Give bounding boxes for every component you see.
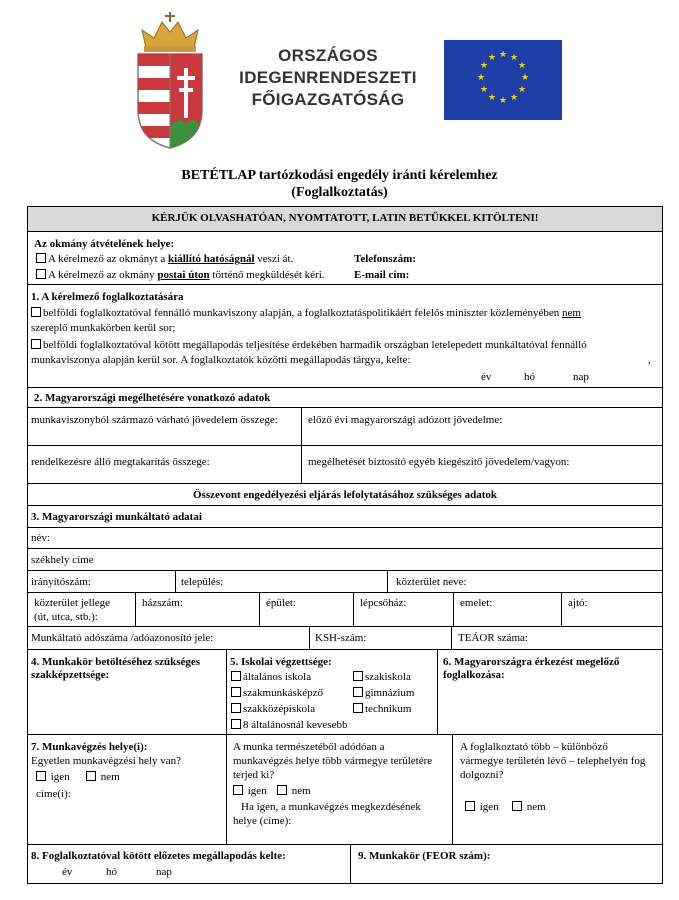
staircase-label: lépcsőház: <box>360 597 407 609</box>
section-2-row-1 <box>28 408 662 446</box>
expected-income-label: munkaviszonyból származó várható jövedelem összege: <box>31 414 278 426</box>
house-number-label: házszám: <box>142 597 183 609</box>
svg-text:★: ★ <box>479 85 489 95</box>
start-place-label-1: Ha igen, a munkavégzés megkezdésének <box>241 801 421 813</box>
checkbox-multi-county-yes[interactable] <box>233 785 243 795</box>
section-8-year: év <box>62 866 73 878</box>
combined-procedure-heading: Összevont engedélyezési eljárás lefolytatásához szükséges adatok <box>193 489 497 501</box>
door-label: ajtó: <box>568 597 588 609</box>
city-cell[interactable] <box>176 571 388 592</box>
street-type-cell[interactable] <box>28 593 136 626</box>
multi-county-question-1: A munka természetéből adódóan a <box>233 741 385 753</box>
section-5-cell <box>227 650 438 734</box>
edu-option-secondary-vocational[interactable]: szakközépiskola <box>231 703 315 715</box>
svg-text:★: ★ <box>520 73 530 83</box>
employer-name-row[interactable] <box>28 528 662 549</box>
notice-text: KÉRJÜK OLVASHATÓAN, NYOMTATOTT, LATIN BETŰKKEL KITÖLTENI! <box>151 212 539 224</box>
house-number-cell[interactable] <box>136 593 260 626</box>
city-label: település: <box>181 576 224 588</box>
sections-8-9-row <box>28 845 662 883</box>
checkbox-single-yes[interactable] <box>36 771 46 781</box>
receipt-heading: Az okmány átvételének helye: <box>34 238 175 250</box>
checkbox-technical[interactable] <box>353 703 363 713</box>
receipt-section <box>28 232 662 285</box>
form-title-line-2: (Foglalkoztatás) <box>291 185 388 200</box>
tax-number-cell[interactable] <box>28 627 310 649</box>
single-workplace-yes[interactable]: igen <box>36 771 70 783</box>
section-3-heading-row <box>28 506 662 528</box>
employer-name-label: név: <box>31 532 50 544</box>
savings-cell[interactable] <box>28 446 302 483</box>
multi-site-question-2: vármegye területén lévő – telephelyén fog <box>460 755 646 767</box>
section-1-option-a: belföldi foglalkoztatóval fennálló munkaviszony alapján, a foglalkoztatáspolitikáért felelős miniszter közleményében nem <box>31 307 581 319</box>
edu-option-vocational-school[interactable]: szakiskola <box>353 671 411 683</box>
section-1-day: nap <box>573 371 589 383</box>
other-income-label: megélhetését biztosító egyéb kiegészítő jövedelem/vagyon: <box>308 456 570 468</box>
svg-text:★: ★ <box>498 50 508 60</box>
multi-site-question-3: dolgozni? <box>460 769 504 781</box>
org-line-2: IDEGENRENDESZETI <box>239 68 417 87</box>
svg-text:★: ★ <box>487 53 497 63</box>
section-8-month: hó <box>106 866 117 878</box>
section-4-heading: 4. Munkakör betöltéséhez szükséges <box>31 656 201 668</box>
section-1-year: év <box>481 371 492 383</box>
checkbox-secondary-vocational[interactable] <box>231 703 241 713</box>
expected-income-cell[interactable] <box>28 408 302 445</box>
previous-income-label: előző évi magyarországi adózott jövedelme: <box>308 414 503 426</box>
section-1-option-b: belföldi foglalkoztatóval kötött megállapodás teljesítése érdekében harmadik országban letelepedett munkáltatóval fennálló <box>31 339 587 351</box>
section-1-comma: , <box>648 354 651 366</box>
ksh-number-cell[interactable] <box>310 627 452 649</box>
sections-4-5-6-row <box>28 650 662 735</box>
section-5-heading: 5. Iskolai végzettsége: <box>230 656 332 668</box>
employer-seat-row[interactable] <box>28 549 662 571</box>
checkbox-multi-site-yes[interactable] <box>465 801 475 811</box>
form-title-line-1: BETÉTLAP tartózkodási engedély iránti kérelemhez <box>181 168 498 183</box>
ksh-number-label: KSH-szám: <box>315 632 367 644</box>
multi-site-question-1: A foglalkoztató több – különböző <box>460 741 608 753</box>
edu-option-grammar-school[interactable]: gimnázium <box>353 687 415 699</box>
multi-county-question-3: terjed ki? <box>233 769 275 781</box>
multi-county-no[interactable]: nem <box>277 785 311 797</box>
checkbox-authority[interactable] <box>36 253 46 263</box>
postcode-cell[interactable] <box>28 571 176 592</box>
svg-text:★: ★ <box>498 96 508 106</box>
workplace-address-label: címe(i): <box>36 788 71 800</box>
tax-number-label: Munkáltató adószáma /adóazonosító jele: <box>31 632 214 644</box>
section-1-heading: 1. A kérelmező foglalkoztatására <box>31 291 184 303</box>
checkbox-multi-site-no[interactable] <box>512 801 522 811</box>
checkbox-primary-school[interactable] <box>231 671 241 681</box>
svg-text:★: ★ <box>509 53 519 63</box>
section-8-cell[interactable] <box>28 845 351 883</box>
section-8-day: nap <box>156 866 172 878</box>
multi-site-yes[interactable]: igen <box>465 801 499 813</box>
section-9-heading: 9. Munkakör (FEOR szám): <box>358 850 491 862</box>
application-form <box>27 206 663 884</box>
hungarian-coat-of-arms-icon <box>124 10 216 150</box>
combined-procedure-row <box>28 484 662 506</box>
teaor-label: TEÁOR száma: <box>458 632 528 644</box>
section-7-left-cell <box>28 735 227 844</box>
section-6-heading: 6. Magyarországra érkezést megelőző <box>443 656 620 668</box>
phone-label: Telefonszám: <box>354 253 416 265</box>
section-7-heading: 7. Munkavégzés helye(i): <box>31 741 148 753</box>
section-2-heading: 2. Magyarországi megélhetésére vonatkozó adatok <box>34 392 271 404</box>
checkbox-single-no[interactable] <box>86 771 96 781</box>
edu-option-less-than-8[interactable]: 8 általánosnál kevesebb <box>231 719 347 731</box>
section-1-month: hó <box>524 371 535 383</box>
checkbox-vocational-school[interactable] <box>353 671 363 681</box>
svg-text:★: ★ <box>517 61 527 71</box>
checkbox-less-than-8[interactable] <box>231 719 241 729</box>
single-workplace-question: Egyetlen munkavégzési hely van? <box>31 755 181 767</box>
notice-row <box>28 207 662 232</box>
building-label: épület: <box>266 597 296 609</box>
street-type-label-2: (út, utca, stb.): <box>34 611 98 623</box>
org-line-1: ORSZÁGOS <box>278 46 378 65</box>
checkbox-multi-county-no[interactable] <box>277 785 287 795</box>
page-header <box>0 0 679 160</box>
building-cell[interactable] <box>260 593 354 626</box>
section-8-heading: 8. Foglalkoztatóval kötött előzetes megállapodás kelte: <box>31 850 286 862</box>
savings-label: rendelkezésre álló megtakarítás összege: <box>31 456 210 468</box>
edu-option-primary[interactable]: általános iskola <box>231 671 311 683</box>
staircase-cell[interactable] <box>354 593 454 626</box>
section-6-heading-2: foglalkozása: <box>443 669 505 681</box>
multi-county-yes[interactable]: igen <box>233 785 267 797</box>
floor-cell[interactable] <box>454 593 562 626</box>
section-3-heading: 3. Magyarországi munkáltató adatai <box>31 511 202 523</box>
svg-text:★: ★ <box>509 93 519 103</box>
start-place-label-2: helye (címe): <box>233 815 292 827</box>
multi-county-question-2: munkavégzés helye több vármegye területére <box>233 755 433 767</box>
section-1-option-b-line-2: munkaviszonya alapján kerül sor. A foglalkoztatók közötti megállapodás tárgya, kelte: <box>31 354 411 366</box>
street-name-label: közterület neve: <box>396 576 467 588</box>
checkbox-grammar-school[interactable] <box>353 687 363 697</box>
checkbox-option-a[interactable] <box>31 307 41 317</box>
edu-option-technical[interactable]: technikum <box>353 703 411 715</box>
section-7-row <box>28 735 662 845</box>
street-type-label: közterület jellege <box>34 597 111 609</box>
receipt-option-post: A kérelmező az okmány postai úton történő megküldését kéri. <box>36 269 325 281</box>
single-workplace-no[interactable]: nem <box>86 771 120 783</box>
floor-label: emelet: <box>460 597 493 609</box>
employer-ids-row <box>28 627 662 650</box>
section-2-row-2 <box>28 446 662 484</box>
address-row-2 <box>28 593 662 627</box>
svg-text:★: ★ <box>479 61 489 71</box>
postcode-label: irányítószám: <box>31 576 91 588</box>
svg-text:★: ★ <box>476 73 486 83</box>
section-7-middle-cell <box>227 735 453 844</box>
eu-flag-icon <box>444 40 562 120</box>
employer-seat-label: székhely címe <box>31 554 94 566</box>
edu-option-apprentice[interactable]: szakmunkásképző <box>231 687 323 699</box>
checkbox-apprentice[interactable] <box>231 687 241 697</box>
org-line-3: FŐIGAZGATÓSÁG <box>251 90 405 109</box>
svg-text:★: ★ <box>487 93 497 103</box>
svg-text:★: ★ <box>517 85 527 95</box>
form-title <box>0 167 679 201</box>
checkbox-option-b[interactable] <box>31 339 41 349</box>
organization-name <box>228 45 428 111</box>
multi-site-no[interactable]: nem <box>512 801 546 813</box>
section-2-heading-row <box>28 388 662 408</box>
section-1-option-a-line-2: szereplő munkakörben kerül sor; <box>31 322 176 334</box>
checkbox-post[interactable] <box>36 269 46 279</box>
section-1 <box>28 285 662 388</box>
receipt-option-authority: A kérelmező az okmányt a kiállító hatóságnál veszi át. <box>36 253 293 265</box>
section-4-cell[interactable] <box>28 650 227 734</box>
email-label: E-mail cím: <box>354 269 410 281</box>
section-4-heading-2: szakképzettsége: <box>31 669 110 681</box>
address-row-1 <box>28 571 662 593</box>
